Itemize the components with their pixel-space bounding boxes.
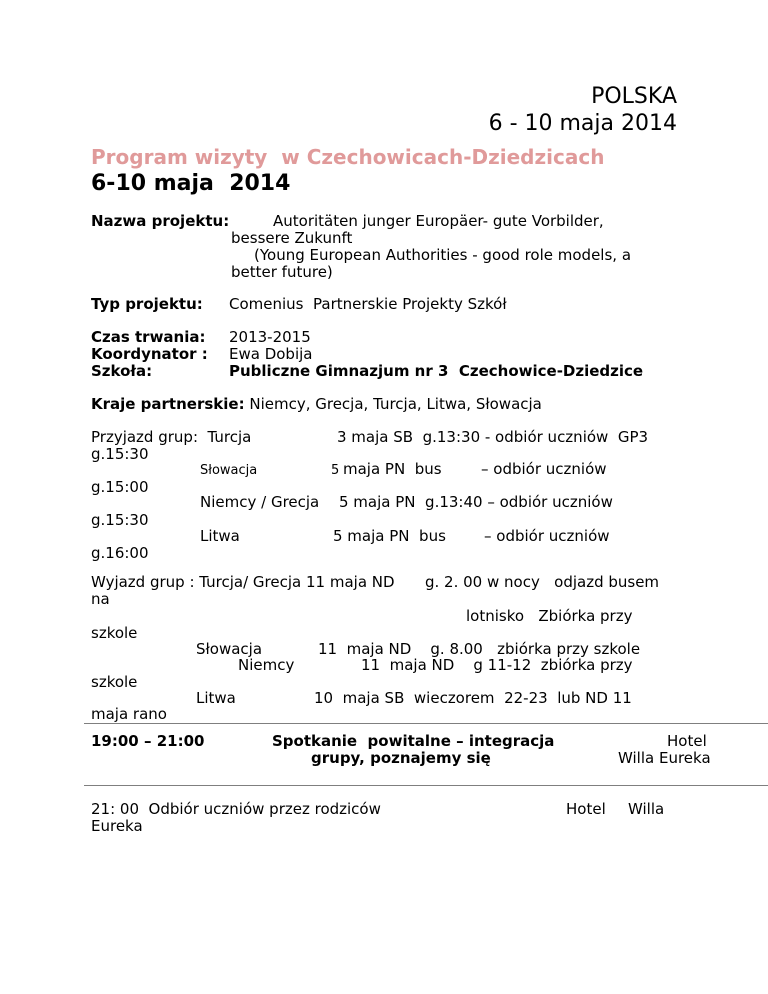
partners-line — [91, 396, 542, 413]
schedule-row2-place-hotel: Hotel — [566, 800, 606, 818]
arrival-turkey-info: 3 maja SB g.13:30 - odbiór uczniów GP3 — [337, 428, 649, 446]
schedule-row2-place-line2: Eureka — [91, 817, 143, 835]
arrival-germany-country: Niemcy / Grecja — [200, 493, 320, 511]
project-name-line2: bessere Zukunft — [231, 229, 353, 247]
project-type-value: Comenius Partnerskie Projekty Szkół — [229, 295, 507, 313]
arrival-germany-time: g.15:30 — [91, 511, 149, 529]
arrival-slovakia-country: Słowacja — [200, 463, 258, 478]
program-title: Program wizyty w Czechowicach-Dziedzicach — [91, 145, 605, 169]
program-dates: 6-10 maja 2014 — [91, 171, 291, 196]
schedule-row2-text: 21: 00 Odbiór uczniów przez rodziców — [91, 800, 381, 818]
table-top-rule — [84, 723, 768, 724]
departure-slovakia-country: Słowacja — [196, 640, 263, 658]
schedule-row1-place-line1: Hotel — [667, 732, 707, 750]
departure-line3: lotnisko Zbiórka przy — [466, 607, 633, 625]
project-name-label: Nazwa projektu: — [91, 212, 230, 230]
departure-germany-country: Niemcy — [238, 656, 295, 674]
arrival-lithuania-time: g.16:00 — [91, 544, 149, 562]
project-name-line4: better future) — [231, 263, 333, 281]
departure-school2: szkole — [91, 673, 138, 691]
departure-line4: szkole — [91, 624, 138, 642]
departure-line1: Wyjazd grup : Turcja/ Grecja 11 maja ND — [91, 573, 395, 591]
departure-line2: na — [91, 590, 110, 608]
arrival-slovakia-day: 5 — [331, 463, 340, 478]
project-name-line1: Autoritäten junger Europäer- gute Vorbilder, — [273, 212, 604, 230]
duration-label: Czas trwania: — [91, 328, 206, 346]
departure-lithuania-country: Litwa — [196, 689, 236, 707]
departure-germany-info: 11 maja ND g 11-12 zbiórka przy — [361, 656, 633, 674]
arrival-slovakia-pickup: – odbiór uczniów — [481, 460, 607, 478]
partners-value: Niemcy, Grecja, Turcja, Litwa, Słowacja — [244, 395, 542, 413]
departure-slovakia-info: 11 maja ND g. 8.00 zbiórka przy szkole — [318, 640, 641, 658]
header-country: POLSKA — [591, 84, 677, 109]
arrival-turkey-time: g.15:30 — [91, 445, 149, 463]
project-type-label: Typ projektu: — [91, 295, 203, 313]
arrival-slovakia-info: maja PN bus — [343, 460, 442, 478]
schedule-row1-event-line1: Spotkanie powitalne – integracja — [272, 732, 555, 750]
schedule-row1-event-line2: grupy, poznajemy się — [311, 749, 491, 767]
arrival-slovakia-time: g.15:00 — [91, 478, 149, 496]
arrival-lithuania-info: 5 maja PN bus — [333, 527, 446, 545]
arrival-lithuania-country: Litwa — [200, 527, 240, 545]
coordinator-value: Ewa Dobija — [229, 345, 313, 363]
arrival-lithuania-pickup: – odbiór uczniów — [484, 527, 610, 545]
schedule-row2-place-willa: Willa — [628, 800, 665, 818]
school-label: Szkoła: — [91, 362, 153, 380]
partners-label: Kraje partnerskie: — [91, 395, 245, 413]
schedule-row1-place-line2: Willa Eureka — [618, 749, 711, 767]
arrivals-intro: Przyjazd grup: Turcja — [91, 428, 252, 446]
arrival-germany-info: 5 maja PN g.13:40 – odbiór uczniów — [339, 493, 613, 511]
header-dates: 6 - 10 maja 2014 — [488, 111, 677, 136]
duration-value: 2013-2015 — [229, 328, 311, 346]
coordinator-label: Koordynator : — [91, 345, 208, 363]
departure-line1-time: g. 2. 00 w nocy odjazd busem — [425, 573, 660, 591]
project-name-line3: (Young European Authorities - good role models, a — [254, 246, 632, 264]
school-value: Publiczne Gimnazjum nr 3 Czechowice-Dziedzice — [229, 362, 644, 380]
table-row-rule — [84, 785, 768, 786]
departure-lithuania-info: 10 maja SB wieczorem 22-23 lub ND 11 — [314, 689, 632, 707]
schedule-row1-time: 19:00 – 21:00 — [91, 732, 205, 750]
departure-morning: maja rano — [91, 705, 167, 723]
